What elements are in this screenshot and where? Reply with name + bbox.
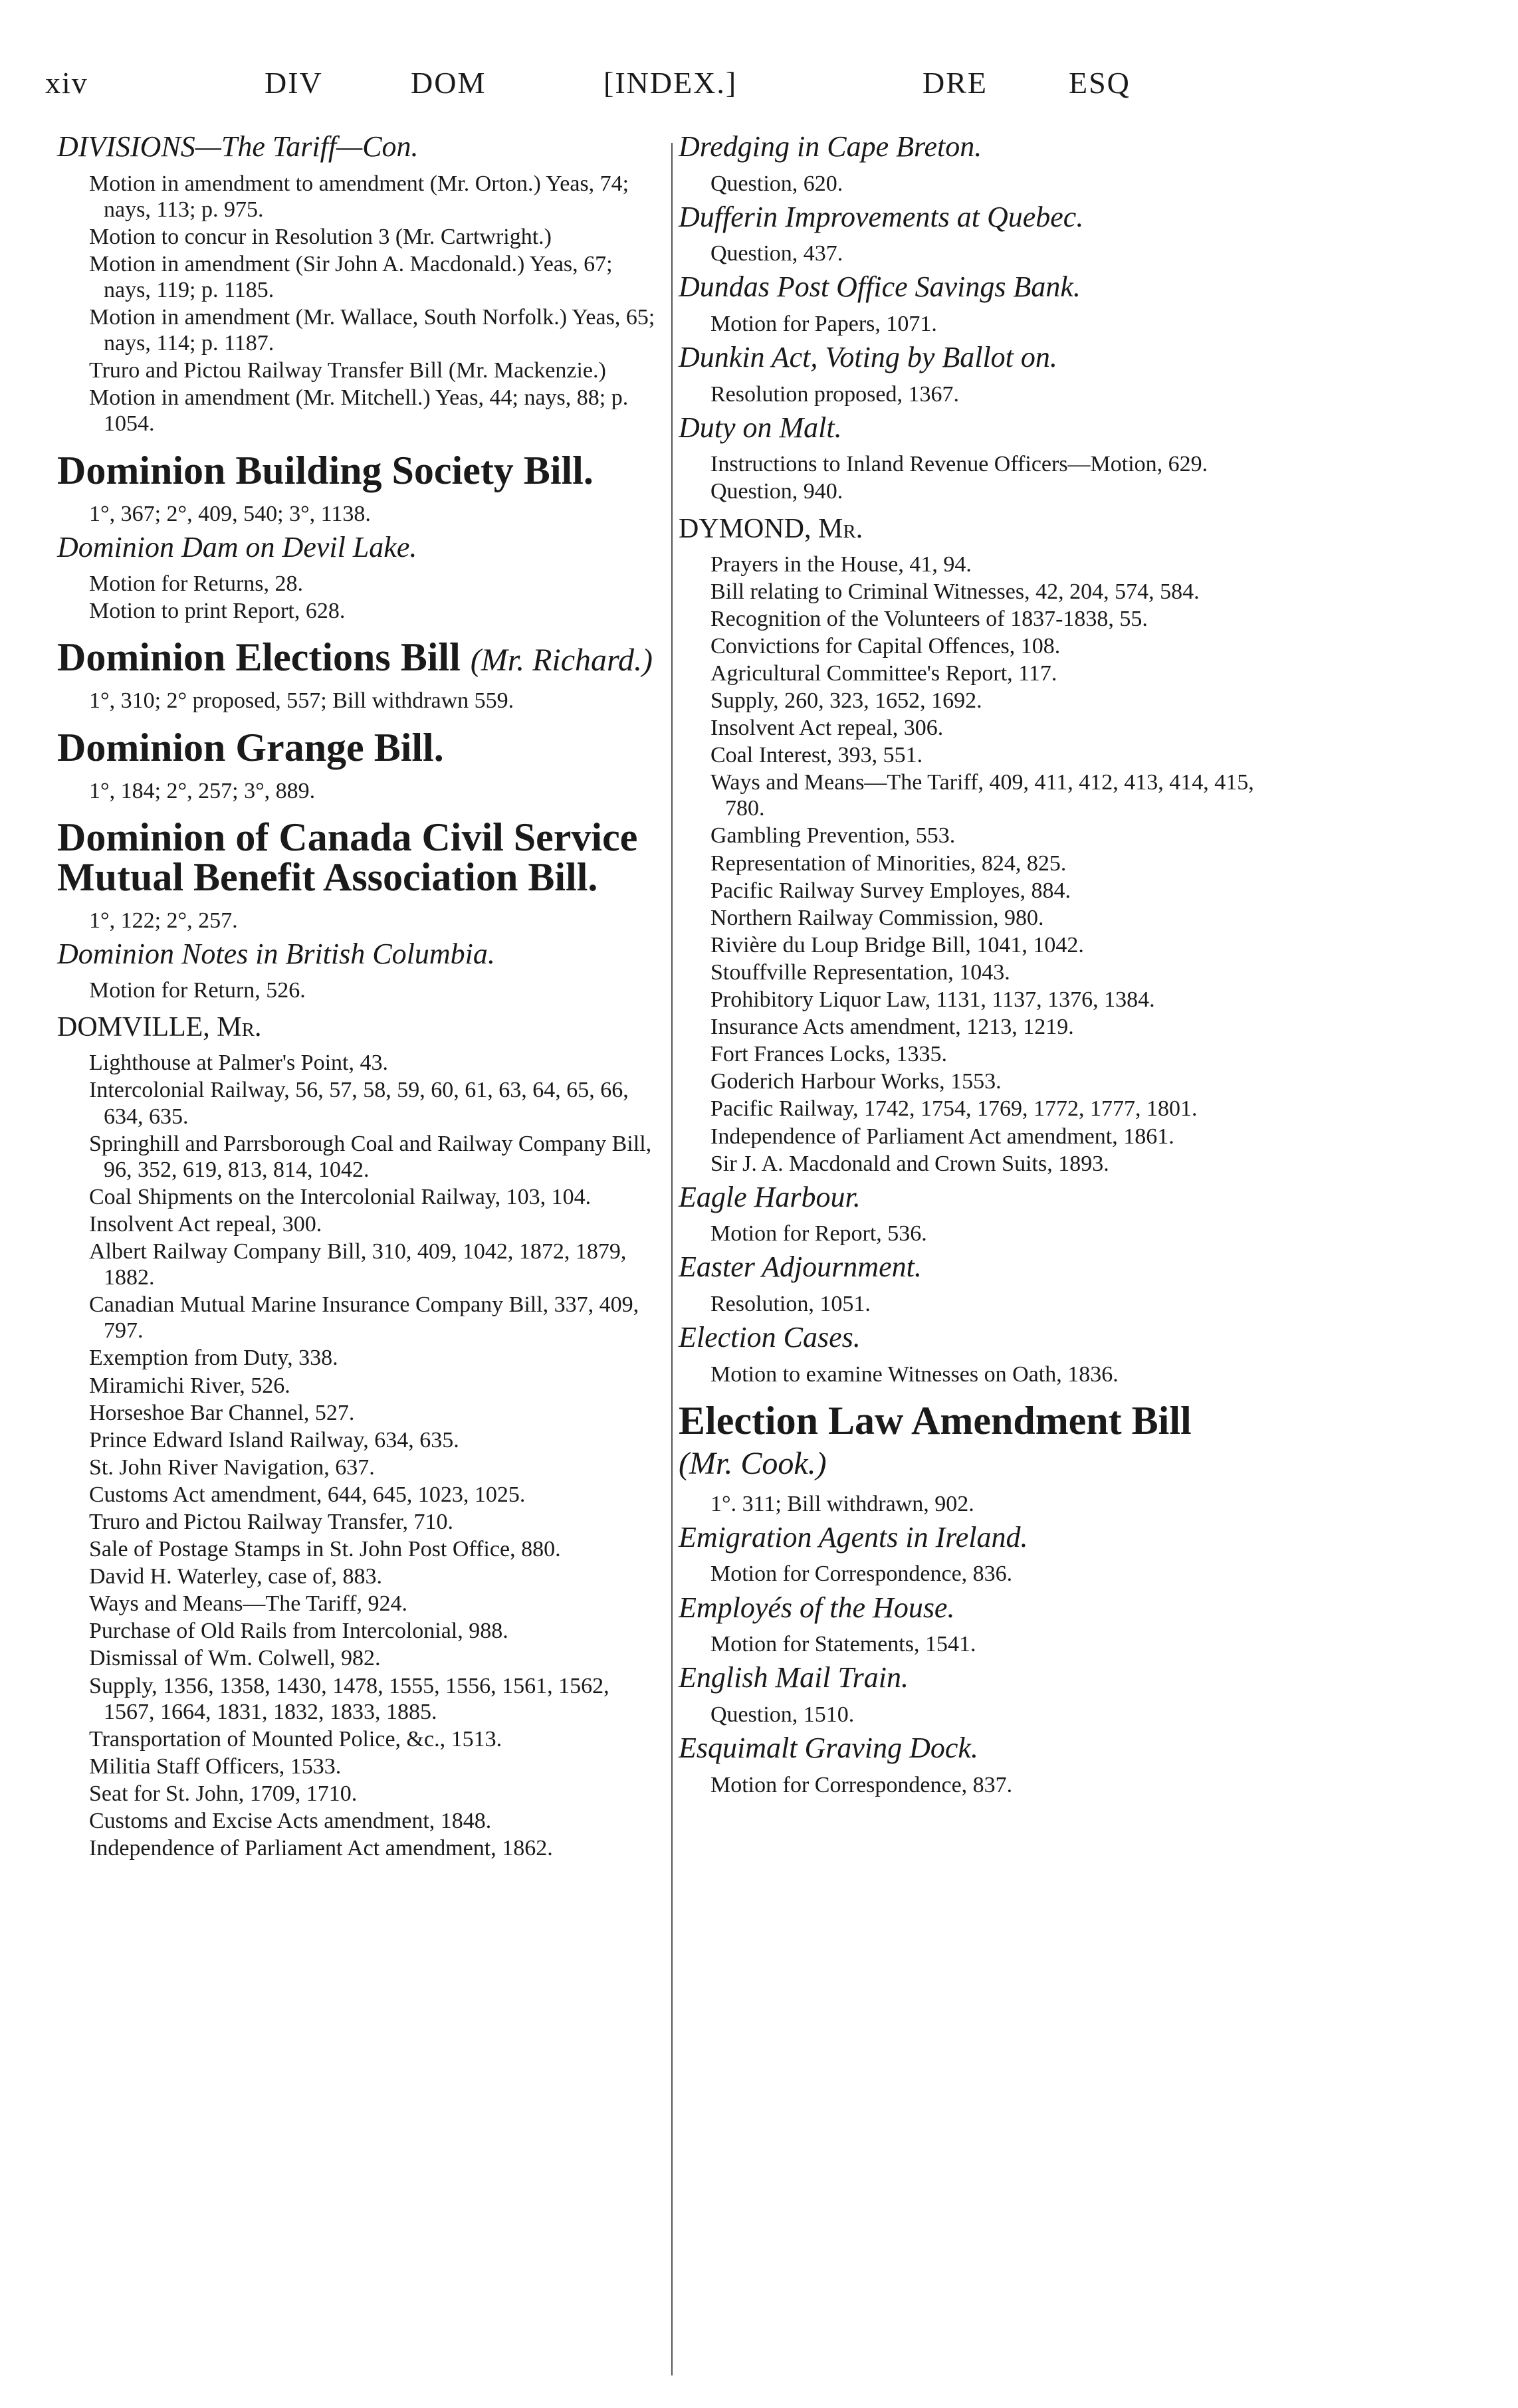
index-line: Customs and Excise Acts amendment, 1848. <box>89 1809 492 1833</box>
index-line: Northern Railway Commission, 980. <box>710 905 1044 930</box>
entry-heading: Dominion of Canada Civil Service Mutual Benefit Association Bill. <box>57 815 638 899</box>
entry-lines <box>688 381 1286 407</box>
entry-heading: Dredging in Cape Breton. <box>679 130 982 163</box>
entry-lines <box>688 311 1286 337</box>
entry-heading: Esquimalt Graving Dock. <box>679 1731 978 1764</box>
index-line: Militia Staff Officers, 1533. <box>89 1754 342 1779</box>
entry-lines <box>688 1361 1286 1387</box>
entry-lines <box>688 1221 1286 1247</box>
index-line: Recognition of the Volunteers of 1837-1838, 55. <box>710 606 1148 631</box>
entry-lines <box>66 688 658 714</box>
index-line: David H. Waterley, case of, 883. <box>89 1564 383 1589</box>
entry-heading: Easter Adjournment. <box>679 1251 922 1284</box>
section-label: [INDEX.] <box>603 66 738 100</box>
entry-heading <box>57 635 658 680</box>
range-start-second: DOM <box>411 66 487 100</box>
index-line: Resolution proposed, 1367. <box>710 381 959 407</box>
index-line: Truro and Pictou Railway Transfer, 710. <box>89 1509 453 1534</box>
index-line: Truro and Pictou Railway Transfer Bill (Mr. Mackenzie.) <box>89 358 606 383</box>
index-line: Bill relating to Criminal Witnesses, 42, 204, 574, 584. <box>710 579 1200 604</box>
entry-heading: Dundas Post Office Savings Bank. <box>679 270 1081 304</box>
index-line: Question, 620. <box>710 171 843 196</box>
index-line: Ways and Means—The Tariff, 924. <box>89 1591 407 1617</box>
entry-lines <box>688 552 1286 1177</box>
index-line: Springhill and Parrsborough Coal and Railway Company Bill, 96, 352, 619, 813, 814, 1042. <box>89 1131 652 1182</box>
index-line: Sale of Postage Stamps in St. John Post Office, 880. <box>89 1537 561 1562</box>
index-line: Motion for Statements, 1541. <box>710 1632 976 1657</box>
index-line: Motion to concur in Resolution 3 (Mr. Cartwright.) <box>89 224 552 249</box>
index-line: Motion in amendment (Mr. Wallace, South Norfolk.) Yeas, 65; nays, 114; p. 1187. <box>89 305 655 356</box>
index-line: Motion to examine Witnesses on Oath, 1836. <box>710 1361 1119 1387</box>
entry-lines <box>688 171 1286 197</box>
member-heading: DOMVILLE, Mr. <box>57 1012 262 1043</box>
index-line: Motion for Report, 536. <box>710 1221 927 1247</box>
entry-lines <box>66 977 658 1003</box>
heading-title: Election Law Amendment Bill <box>679 1398 1192 1443</box>
entry-lines <box>688 241 1286 266</box>
range-end-first: DRE <box>922 66 988 100</box>
entry-heading: Dominion Notes in British Columbia. <box>57 937 495 970</box>
entry-lines <box>688 1631 1286 1657</box>
index-line: Supply, 1356, 1358, 1430, 1478, 1555, 1556, 1561, 1562, 1567, 1664, 1831, 1832, 1833, 1885. <box>89 1673 609 1724</box>
index-line: Intercolonial Railway, 56, 57, 58, 59, 60, 61, 63, 64, 65, 66, 634, 635. <box>89 1078 629 1129</box>
index-line: 1°, 367; 2°, 409, 540; 3°, 1138. <box>89 501 371 526</box>
heading-title: Dominion Elections Bill <box>57 635 461 680</box>
index-line: Horseshoe Bar Channel, 527. <box>89 1400 355 1425</box>
index-line: Insolvent Act repeal, 300. <box>89 1211 322 1237</box>
entry-lines <box>66 501 658 527</box>
right-column <box>679 126 1286 1799</box>
index-line: Prayers in the House, 41, 94. <box>710 552 972 577</box>
entry-lines <box>66 171 658 437</box>
entry-lines <box>66 1050 658 1861</box>
index-line: Ways and Means—The Tariff, 409, 411, 412, 413, 414, 415, 780. <box>710 770 1254 821</box>
index-line: Motion in amendment (Sir John A. Macdonald.) Yeas, 67; nays, 119; p. 1185. <box>89 251 613 302</box>
index-line: 1°. 311; Bill withdrawn, 902. <box>710 1491 974 1516</box>
entry-lines <box>688 1772 1286 1798</box>
entry-heading: Emigration Agents in Ireland. <box>679 1520 1028 1554</box>
index-line: Rivière du Loup Bridge Bill, 1041, 1042. <box>710 932 1084 957</box>
entry-heading: Dufferin Improvements at Quebec. <box>679 200 1084 233</box>
index-line: Exemption from Duty, 338. <box>89 1346 338 1371</box>
index-line: Resolution, 1051. <box>710 1291 871 1316</box>
index-line: Supply, 260, 323, 1652, 1692. <box>710 688 982 713</box>
index-line: Insurance Acts amendment, 1213, 1219. <box>710 1015 1074 1040</box>
entry-lines <box>66 908 658 934</box>
index-line: Independence of Parliament Act amendment, 1862. <box>89 1836 553 1861</box>
column-divider <box>671 143 673 2375</box>
index-line: Motion in amendment to amendment (Mr. Orton.) Yeas, 74; nays, 113; p. 975. <box>89 171 629 222</box>
range-start-first: DIV <box>265 66 323 100</box>
entry-lines <box>688 451 1286 504</box>
index-line: Question, 1510. <box>710 1702 855 1727</box>
page-number: xiv <box>45 66 88 100</box>
entry-heading: Employés of the House. <box>679 1591 955 1624</box>
range-end-second: ESQ <box>1069 66 1131 100</box>
index-line: Motion for Papers, 1071. <box>710 311 937 336</box>
index-line: Question, 940. <box>710 479 843 504</box>
heading-member: (Mr. Richard.) <box>470 643 653 678</box>
entry-heading: English Mail Train. <box>679 1661 909 1694</box>
heading-member: (Mr. Cook.) <box>679 1445 827 1481</box>
index-line: Representation of Minorities, 824, 825. <box>710 851 1067 876</box>
index-line: Motion for Correspondence, 836. <box>710 1561 1013 1587</box>
entry-heading: Dominion Building Society Bill. <box>57 448 594 492</box>
index-line: 1°, 122; 2°, 257. <box>89 908 238 933</box>
entry-lines <box>688 1702 1286 1728</box>
index-line: Stouffville Representation, 1043. <box>710 959 1010 985</box>
entry-lines <box>688 1561 1286 1587</box>
entry-lines <box>66 571 658 624</box>
index-line: Purchase of Old Rails from Intercolonial, 988. <box>89 1619 508 1644</box>
index-line: Convictions for Capital Offences, 108. <box>710 633 1061 658</box>
index-line: Motion to print Report, 628. <box>89 599 346 624</box>
index-line: Miramichi River, 526. <box>89 1373 290 1398</box>
running-header <box>45 65 1155 112</box>
entry-heading: Dominion Grange Bill. <box>57 725 444 769</box>
index-line: Goderich Harbour Works, 1553. <box>710 1069 1002 1094</box>
index-line: Customs Act amendment, 644, 645, 1023, 1025. <box>89 1482 526 1507</box>
index-line: Transportation of Mounted Police, &c., 1513. <box>89 1726 502 1752</box>
member-heading: DYMOND, Mr. <box>679 513 863 544</box>
index-line: Motion for Return, 526. <box>89 978 306 1003</box>
index-line: Coal Shipments on the Intercolonial Railway, 103, 104. <box>89 1184 592 1209</box>
index-line: Gambling Prevention, 553. <box>710 823 956 849</box>
entry-heading: Election Cases. <box>679 1321 861 1354</box>
index-line: Motion for Returns, 28. <box>89 571 304 597</box>
entry-heading <box>679 1398 1286 1481</box>
index-line: Prince Edward Island Railway, 634, 635. <box>89 1427 459 1453</box>
index-line: Lighthouse at Palmer's Point, 43. <box>89 1051 388 1076</box>
index-line: Sir J. A. Macdonald and Crown Suits, 1893. <box>710 1151 1109 1176</box>
index-line: Fort Frances Locks, 1335. <box>710 1042 948 1067</box>
index-line: Seat for St. John, 1709, 1710. <box>89 1781 358 1806</box>
index-line: Motion in amendment (Mr. Mitchell.) Yeas, 44; nays, 88; p. 1054. <box>89 385 629 437</box>
index-line: Pacific Railway, 1742, 1754, 1769, 1772, 1777, 1801. <box>710 1096 1198 1122</box>
index-line: St. John River Navigation, 637. <box>89 1455 375 1480</box>
index-line: Dismissal of Wm. Colwell, 982. <box>89 1646 381 1671</box>
index-line: 1°, 310; 2° proposed, 557; Bill withdrawn 559. <box>89 688 514 714</box>
entry-heading: Dunkin Act, Voting by Ballot on. <box>679 341 1057 374</box>
entry-lines <box>688 1491 1286 1517</box>
entry-heading: Eagle Harbour. <box>679 1180 861 1213</box>
index-line: Instructions to Inland Revenue Officers—Motion, 629. <box>710 452 1208 477</box>
index-line: Coal Interest, 393, 551. <box>710 743 923 768</box>
index-line: Question, 437. <box>710 241 843 266</box>
index-line: Insolvent Act repeal, 306. <box>710 716 944 741</box>
index-line: Pacific Railway Survey Employes, 884. <box>710 878 1071 903</box>
index-line: Independence of Parliament Act amendment, 1861. <box>710 1124 1174 1149</box>
entry-lines <box>688 1291 1286 1317</box>
index-line: Canadian Mutual Marine Insurance Company Bill, 337, 409, 797. <box>89 1292 639 1344</box>
entry-lines <box>66 778 658 804</box>
index-line: 1°, 184; 2°, 257; 3°, 889. <box>89 778 316 803</box>
left-column <box>57 126 658 1862</box>
entry-heading: DIVISIONS—The Tariff—Con. <box>57 130 419 163</box>
entry-heading: Duty on Malt. <box>679 411 842 444</box>
index-line: Agricultural Committee's Report, 117. <box>710 660 1057 686</box>
entry-heading: Dominion Dam on Devil Lake. <box>57 530 417 563</box>
index-line: Motion for Correspondence, 837. <box>710 1772 1013 1797</box>
index-line: Albert Railway Company Bill, 310, 409, 1042, 1872, 1879, 1882. <box>89 1239 627 1290</box>
index-line: Prohibitory Liquor Law, 1131, 1137, 1376, 1384. <box>710 987 1155 1013</box>
